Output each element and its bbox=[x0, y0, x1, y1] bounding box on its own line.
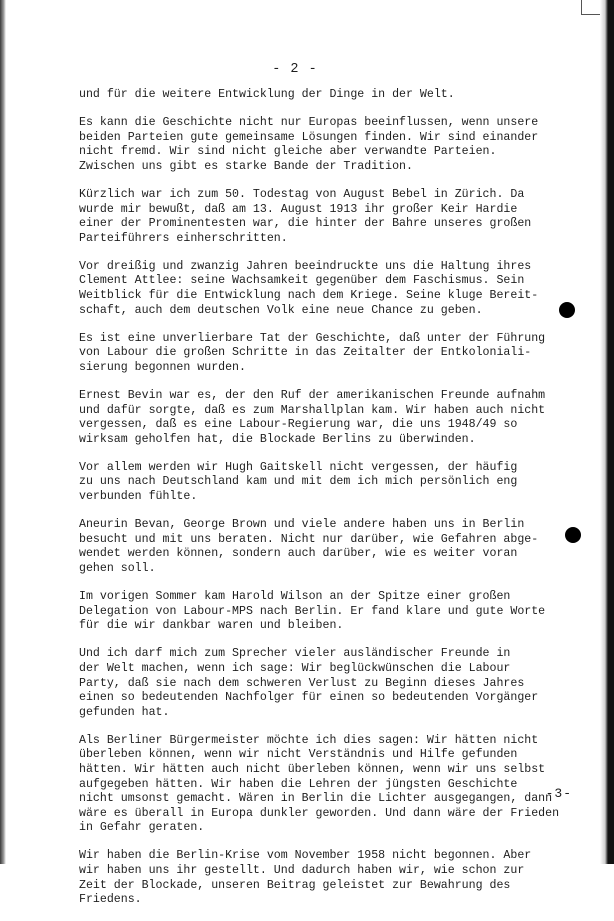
text-line: von Labour die großen Schritte in das Zeitalter der Entkoloniali- bbox=[79, 346, 532, 360]
text-line: schaft, auch dem deutschen Volk eine neue Chance zu geben. bbox=[79, 303, 483, 317]
text-line: einer der Prominentesten war, die hinter der Bahre unseres großen bbox=[79, 217, 532, 231]
text-line: für die wir dankbar waren und bleiben. bbox=[79, 619, 344, 633]
text-line: Als Berliner Bürgermeister möchte ich dies sagen: Wir hätten nicht bbox=[79, 733, 539, 747]
text-line: einen so bedeutenden Nachfolger für einen so bedeutenden Vorgänger bbox=[79, 691, 539, 705]
text-line: Delegation von Labour-MPS nach Berlin. Er fand klare und gute Worte bbox=[79, 604, 546, 618]
punch-hole bbox=[559, 302, 575, 318]
text-line: aufgegeben hätten. Wir haben die Lehren der jüngsten Geschichte bbox=[79, 777, 518, 791]
paragraph bbox=[79, 88, 579, 103]
paragraph bbox=[79, 849, 579, 907]
text-line: Party, daß sie nach dem schweren Verlust zu Beginn dieses Jahres bbox=[79, 676, 525, 690]
paragraph bbox=[79, 260, 579, 318]
next-page-marker: -3- bbox=[545, 786, 572, 801]
text-line: vergessen, daß es eine Labour-Regierung war, die uns 1948/49 so bbox=[79, 418, 518, 432]
text-line: Vor allem werden wir Hugh Gaitskell nicht vergessen, der häufig bbox=[79, 460, 518, 474]
text-line: Weitblick für die Entwicklung nach dem Kriege. Seine kluge Bereit- bbox=[79, 289, 539, 303]
text-line: wäre es überall in Europa dunkler geworden. Und dann wäre der Frieden bbox=[79, 806, 560, 820]
paragraph bbox=[79, 332, 579, 376]
scan-edge-right bbox=[600, 0, 614, 864]
paragraph bbox=[79, 389, 579, 447]
text-line: und dafür sorgte, daß es zum Marshallplan kam. Wir haben auch nicht bbox=[79, 403, 546, 417]
scan-corner-mark bbox=[581, 0, 600, 15]
text-line: Friedens. bbox=[79, 893, 142, 907]
text-line: Ernest Bevin war es, der den Ruf der amerikanischen Freunde aufnahm bbox=[79, 389, 546, 402]
text-line: Es kann die Geschichte nicht nur Europas beeinflussen, wenn unsere bbox=[79, 116, 539, 130]
text-line: verbunden fühlte. bbox=[79, 490, 198, 504]
text-line: Und ich darf mich zum Sprecher vieler ausländischer Freunde in bbox=[79, 647, 511, 661]
text-line: wendet werden können, sondern auch darüber, wie es weiter voran bbox=[79, 547, 518, 561]
paragraph bbox=[79, 188, 579, 246]
text-line: in Gefahr geraten. bbox=[79, 821, 205, 835]
text-line: Zwischen uns gibt es starke Bande der Tradition. bbox=[79, 159, 413, 173]
text-line: der Welt machen, wenn ich sage: Wir beglückwünschen die Labour bbox=[79, 661, 511, 675]
text-line: sierung begonnen wurden. bbox=[79, 360, 246, 374]
text-line: überleben können, wenn wir nicht Verständnis und Hilfe gefunden bbox=[79, 748, 518, 762]
text-line: gefunden hat. bbox=[79, 705, 170, 719]
text-line: und für die weitere Entwicklung der Dinge in der Welt. bbox=[79, 88, 455, 101]
text-line: nicht fremd. Wir sind nicht gleiche aber verwandte Parteien. bbox=[79, 145, 497, 159]
paragraph bbox=[79, 647, 579, 720]
punch-hole bbox=[565, 527, 581, 543]
text-line: Es ist eine unverlierbare Tat der Geschichte, daß unter der Führung bbox=[79, 331, 546, 345]
text-line: Vor dreißig und zwanzig Jahren beeindruckte uns die Haltung ihres bbox=[79, 259, 532, 273]
paragraph bbox=[79, 590, 579, 634]
body-text bbox=[79, 88, 579, 921]
paragraph bbox=[79, 518, 579, 576]
text-line: Kürzlich war ich zum 50. Todestag von August Bebel in Zürich. Da bbox=[79, 187, 525, 201]
text-line: Clement Attlee: seine Wachsamkeit gegenüber dem Faschismus. Sein bbox=[79, 274, 525, 288]
text-line: hätten. Wir hätten auch nicht überleben können, wenn wir uns selbst bbox=[79, 762, 546, 776]
text-line: nicht umsonst gemacht. Wären in Berlin die Lichter ausgegangen, dann bbox=[79, 792, 553, 806]
text-line: Parteiführers einherschritten. bbox=[79, 231, 288, 245]
text-line: besucht und mit uns beraten. Nicht nur darüber, wie Gefahren abge- bbox=[79, 532, 539, 546]
paragraph bbox=[79, 734, 579, 836]
paragraph bbox=[79, 116, 579, 174]
text-line: Zeit der Blockade, unseren Beitrag geleistet zur Bewahrung des bbox=[79, 878, 511, 892]
scan-edge-left bbox=[0, 0, 6, 864]
text-line: beiden Parteien gute gemeinsame Lösungen finden. Wir sind einander bbox=[79, 130, 539, 144]
text-line: wirksam geholfen hat, die Blockade Berlins zu überwinden. bbox=[79, 432, 476, 446]
paragraph bbox=[79, 461, 579, 505]
text-line: wurde mir bewußt, daß am 13. August 1913 ihr großer Keir Hardie bbox=[79, 202, 518, 216]
text-line: gehen soll. bbox=[79, 561, 156, 575]
text-line: wir haben uns ihr gestellt. Und dadurch haben wir, wie schon zur bbox=[79, 864, 525, 878]
text-line: Aneurin Bevan, George Brown und viele andere haben uns in Berlin bbox=[79, 518, 525, 532]
text-line: Wir haben die Berlin-Krise vom November 1958 nicht begonnen. Aber bbox=[79, 849, 532, 863]
page-number: - 2 - bbox=[272, 62, 318, 77]
text-line: zu uns nach Deutschland kam und mit dem ich mich persönlich eng bbox=[79, 475, 518, 489]
text-line: Im vorigen Sommer kam Harold Wilson an der Spitze einer großen bbox=[79, 590, 511, 604]
